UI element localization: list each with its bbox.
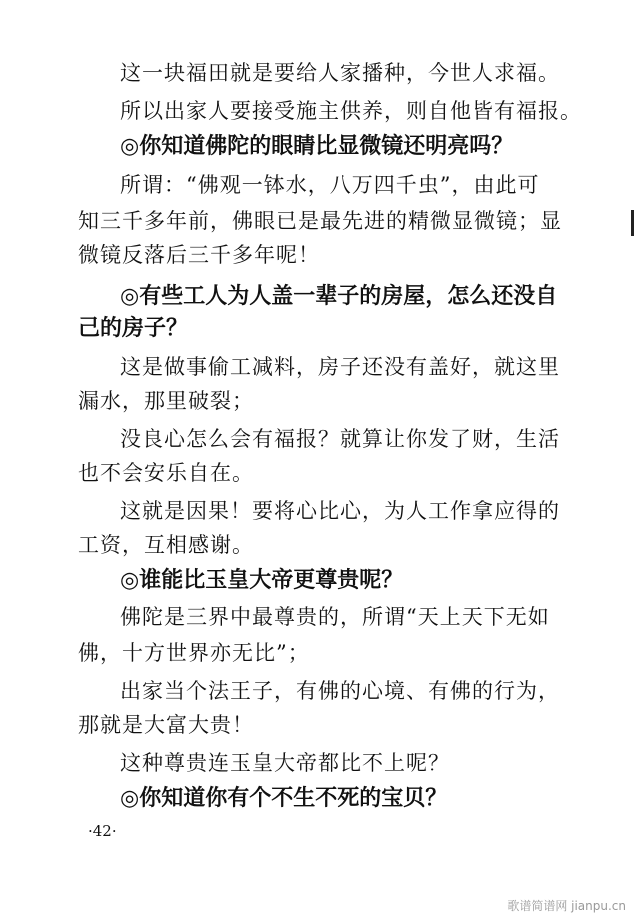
text-line: 也不会安乐自在。 xyxy=(78,461,254,485)
text-line: 漏水，那里破裂； xyxy=(78,389,254,413)
text-line: 微镜反落后三千多年呢！ xyxy=(78,243,320,267)
text-line: 这是做事偷工减料，房子还没有盖好，就这里 xyxy=(120,355,560,379)
text-line: 所以出家人要接受施主供养，则自他皆有福报。 xyxy=(120,99,582,123)
text-line: 没良心怎么会有福报？就算让你发了财，生活 xyxy=(120,427,560,451)
text-line: 佛，十方世界亦无比”； xyxy=(78,641,310,665)
scan-mark xyxy=(631,210,634,236)
text-line: 这一块福田就是要给人家播种，今世人求福。 xyxy=(120,61,560,85)
question-heading: ◎你知道你有个不生不死的宝贝？ xyxy=(120,786,448,811)
page-number: ·42· xyxy=(88,822,117,840)
question-heading-continued: 己的房子？ xyxy=(78,316,189,341)
question-heading: ◎你知道佛陀的眼睛比显微镜还明亮吗？ xyxy=(120,134,514,159)
text-line: 出家当个法王子，有佛的心境、有佛的行为， xyxy=(120,679,560,703)
question-heading: ◎有些工人为人盖一辈子的房屋，怎么还没自 xyxy=(120,284,558,309)
text-line: 工资，互相感谢。 xyxy=(78,533,254,557)
site-watermark: 歌谱简谱网 jianpu.cn xyxy=(507,899,626,913)
text-line: 知三千多年前，佛眼已是最先进的精微显微镜；显 xyxy=(78,209,562,233)
text-line: 这就是因果！要将心比心，为人工作拿应得的 xyxy=(120,499,560,523)
question-heading: ◎谁能比玉皇大帝更尊贵呢？ xyxy=(120,568,404,593)
text-line: 这种尊贵连玉皇大帝都比不上呢？ xyxy=(120,751,450,775)
text-line: 那就是大富大贵！ xyxy=(78,713,254,737)
text-line: 佛陀是三界中最尊贵的，所谓“天上天下无如 xyxy=(120,605,550,629)
text-line: 所谓：“佛观一钵水，八万四千虫”，由此可 xyxy=(120,173,540,197)
